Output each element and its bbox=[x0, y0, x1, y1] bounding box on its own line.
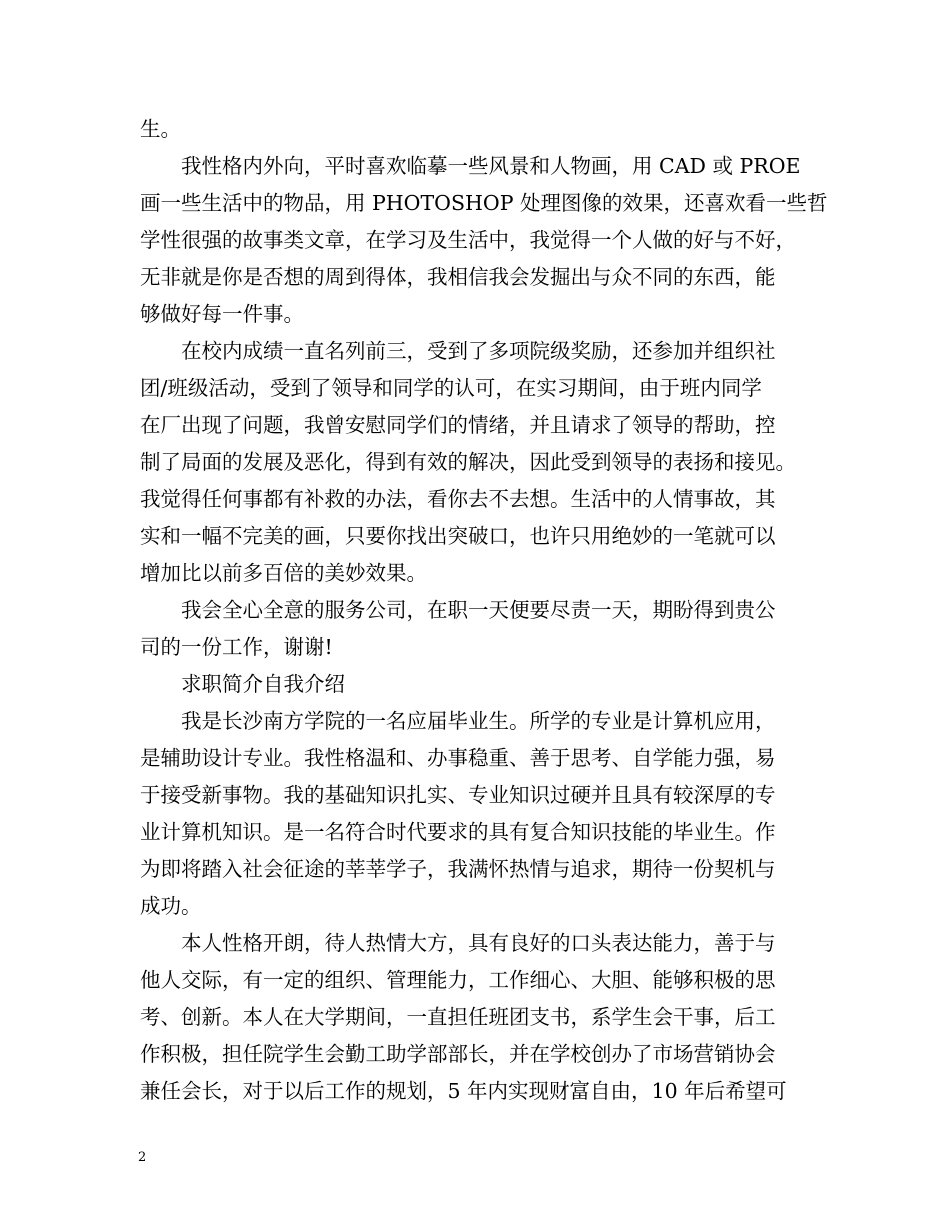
page-number: 2 bbox=[138, 1150, 147, 1165]
text-line: 在厂出现了问题，我曾安慰同学们的情绪，并且请求了领导的帮助，控 bbox=[140, 413, 776, 437]
text-line: 兼任会长，对于以后工作的规划，5 年内实现财富自由，10 年后希望可 bbox=[140, 1079, 787, 1103]
text-line: 我会全心全意的服务公司，在职一天便要尽责一天，期盼得到贵公 bbox=[140, 598, 776, 622]
text-line: 作积极，担任院学生会勤工助学部部长，并在学校创办了市场营销协会 bbox=[140, 1042, 776, 1066]
text-line: 团/班级活动，受到了领导和同学的认可，在实习期间，由于班内同学 bbox=[140, 376, 762, 400]
text-line: 司的一份工作，谢谢! bbox=[140, 635, 333, 659]
text-line: 考、创新。本人在大学期间，一直担任班团支书，系学生会干事，后工 bbox=[140, 1005, 776, 1029]
text-line: 制了局面的发展及恶化，得到有效的解决，因此受到领导的表扬和接见。 bbox=[140, 450, 796, 474]
text-line: 学性很强的故事类文章，在学习及生活中，我觉得一个人做的好与不好， bbox=[140, 228, 796, 252]
text-line: 本人性格开朗，待人热情大方，具有良好的口头表达能力，善于与 bbox=[140, 931, 776, 955]
text-line: 成功。 bbox=[140, 894, 202, 918]
text-line: 他人交际，有一定的组织、管理能力，工作细心、大胆、能够积极的思 bbox=[140, 968, 776, 992]
text-line: 增加比以前多百倍的美妙效果。 bbox=[140, 561, 427, 585]
text-line: 实和一幅不完美的画，只要你找出突破口，也许只用绝妙的一笔就可以 bbox=[140, 524, 776, 548]
text-line: 我性格内外向，平时喜欢临摹一些风景和人物画，用 CAD 或 PROE bbox=[140, 154, 801, 178]
text-line: 于接受新事物。我的基础知识扎实、专业知识过硬并且具有较深厚的专 bbox=[140, 783, 776, 807]
text-line: 为即将踏入社会征途的莘莘学子，我满怀热情与追求，期待一份契机与 bbox=[140, 857, 776, 881]
text-line: 无非就是你是否想的周到得体，我相信我会发掘出与众不同的东西，能 bbox=[140, 265, 776, 289]
text-line: 够做好每一件事。 bbox=[140, 302, 304, 326]
text-line: 是辅助设计专业。我性格温和、办事稳重、善于思考、自学能力强，易 bbox=[140, 746, 776, 770]
text-line: 业计算机知识。是一名符合时代要求的具有复合知识技能的毕业生。作 bbox=[140, 820, 776, 844]
text-line: 生。 bbox=[140, 117, 181, 141]
text-line: 画一些生活中的物品，用 PHOTOSHOP 处理图像的效果，还喜欢看一些哲 bbox=[140, 191, 828, 215]
text-line: 我觉得任何事都有补救的办法，看你去不去想。生活中的人情事故，其 bbox=[140, 487, 776, 511]
section-heading: 求职简介自我介绍 bbox=[140, 672, 345, 696]
text-line: 我是长沙南方学院的一名应届毕业生。所学的专业是计算机应用， bbox=[140, 709, 776, 733]
text-line: 在校内成绩一直名列前三，受到了多项院级奖励，还参加并组织社 bbox=[140, 339, 776, 363]
